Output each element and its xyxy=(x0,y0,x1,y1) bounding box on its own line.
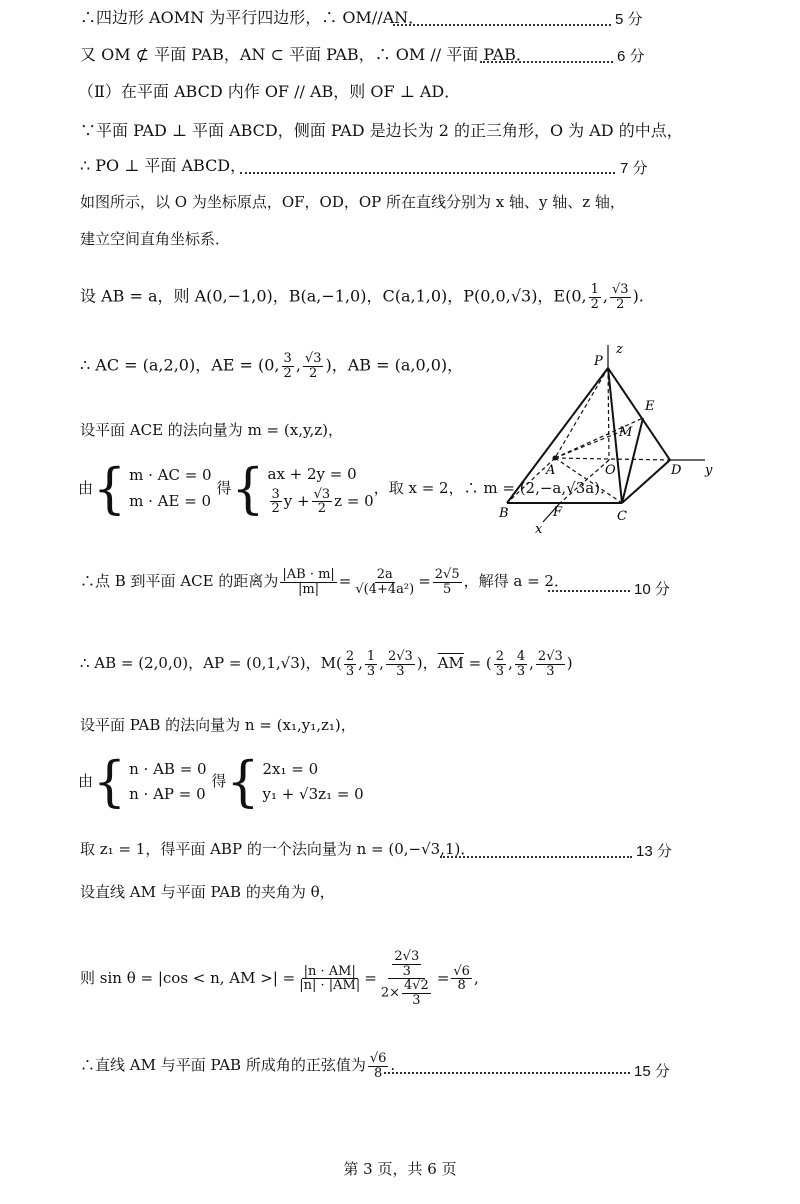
label-C: C xyxy=(617,509,627,524)
label-A: A xyxy=(546,463,556,478)
score-marker: 10 分 xyxy=(634,581,670,598)
fraction: $\frac{2a}{\text{√(4+4a²)}}$ xyxy=(355,567,415,597)
text-line xyxy=(78,82,460,101)
brace: { xyxy=(226,750,260,814)
score-marker: 6 分 xyxy=(617,48,645,65)
edge-AM xyxy=(555,430,625,458)
line-text: （Ⅱ）在平面 ABCD 内作 OF // AB，则 OF ⊥ AD． xyxy=(78,82,461,101)
text-line xyxy=(80,421,343,439)
text-line xyxy=(80,121,683,140)
fraction: $\frac{√6}{8}$ xyxy=(453,963,470,994)
dotted-leader xyxy=(240,172,615,174)
text-line xyxy=(80,8,424,27)
text-line: 设 AB = a，则 A(0,−1,0)，B(a,−1,0)，C(a,1,0)，P(0,0,√3)，E(0, $\frac{1}{2}$ , $\frac{√3}{2}$ ). xyxy=(80,282,644,312)
line-text: ∴ AC = (a,2,0)，AE = (0, xyxy=(80,355,280,375)
point-A xyxy=(553,456,558,461)
text-line xyxy=(80,716,356,734)
system-lines: ax + 2y = 0 $\frac{3}{2}$ y + $\frac{√3}{2}$ z = 0 xyxy=(267,465,374,517)
text-line xyxy=(80,883,335,901)
line-text: ∴点 B 到平面 ACE 的距离为 xyxy=(80,572,279,591)
label-P: P xyxy=(594,354,603,369)
fraction: $\frac{2√3}{3}$ 2× $\frac{4√2}{3}$ xyxy=(380,949,429,1008)
brace: { xyxy=(231,457,265,521)
edge-PD xyxy=(608,368,670,460)
label-y: y xyxy=(705,463,713,478)
text-line: ∴ AC = (a,2,0)，AE = (0, $\frac{3}{2}$ , $\frac{√3}{2}$ )，AB = (a,0,0)， xyxy=(80,351,464,381)
line-text: ∴ PO ⊥ 平面 ABCD， xyxy=(80,156,247,175)
pyramid-figure xyxy=(495,340,720,540)
score-marker: 7 分 xyxy=(620,160,648,177)
score-marker: 15 分 xyxy=(634,1063,670,1080)
text-line xyxy=(80,193,625,211)
score-marker: 5 分 xyxy=(615,11,643,28)
label-B: B xyxy=(499,506,509,521)
label-D: D xyxy=(671,463,682,478)
fraction: $\frac{|AB \cdot m|}{|m|}$ xyxy=(282,567,335,597)
dotted-leader xyxy=(440,856,632,858)
line-text: ∴ AB = (2,0,0)，AP = (0,1,√3)，M( xyxy=(80,654,342,673)
line-text: 设直线 AM 与平面 PAB 的夹角为 θ， xyxy=(80,883,335,901)
text-line: ∴直线 AM 与平面 PAB 所成角的正弦值为 $\frac{√6}{8}$ . xyxy=(80,1051,396,1081)
line-text: ∴直线 AM 与平面 PAB 所成角的正弦值为 xyxy=(80,1056,366,1075)
line-text: ∵平面 PAD ⊥ 平面 ABCD，侧面 PAD 是边长为 2 的正三角形，O 为 AD 的中点， xyxy=(80,121,683,140)
brace: { xyxy=(93,750,127,814)
text-line xyxy=(80,840,475,858)
label-z: z xyxy=(616,342,623,357)
score-marker: 13 分 xyxy=(636,843,672,860)
line-text: AB = (a,0,0)， xyxy=(347,355,464,375)
page-footer: 第 3 页，共 6 页 xyxy=(343,1160,457,1178)
equation-system: 由{ n · AB = 0 n · AP = 0 得{ 2x₁ = 0 y₁ + √3z₁ = 0 xyxy=(78,750,364,814)
line-text: 取 z₁ = 1，得平面 ABP 的一个法向量为 n = (0,−√3,1)． xyxy=(80,840,476,858)
text-line xyxy=(80,156,246,175)
system-lines: m · AC = 0 m · AE = 0 xyxy=(129,466,212,510)
fraction: $\frac{3}{2}$ xyxy=(283,351,292,381)
dotted-leader xyxy=(393,24,611,26)
line-text: ∴四边形 AOMN 为平行四边形，∴ OM//AN． xyxy=(80,8,425,27)
line-text: ，取 x = 2，∴ m = (2,−a,√3a)． xyxy=(373,478,616,497)
label-de: 得 xyxy=(216,478,232,497)
edge-CD xyxy=(622,460,670,503)
fraction: $\frac{1}{2}$ xyxy=(590,282,599,312)
dotted-leader xyxy=(384,1072,630,1074)
fraction: $\frac{2√5}{5}$ xyxy=(434,567,460,597)
label-x: x xyxy=(535,522,543,537)
line-text: 设平面 ACE 的法向量为 m = (x,y,z)， xyxy=(80,421,343,439)
fraction: $\frac{√3}{2}$ xyxy=(612,282,629,312)
label-M: M xyxy=(619,425,633,440)
line-text: 设 AB = a，则 A(0,−1,0)，B(a,−1,0)，C(a,1,0)，P(0,0,√3)，E(0, xyxy=(80,286,587,306)
fraction: $\frac{√6}{8}$ xyxy=(369,1051,387,1081)
dotted-leader xyxy=(548,590,630,592)
line-text: 又 OM ⊄ 平面 PAB，AN ⊂ 平面 PAB，∴ OM // 平面 PAB． xyxy=(80,45,532,64)
edge-AD xyxy=(555,458,670,460)
edge-PA xyxy=(555,368,608,458)
line-text: ，解得 a = 2． xyxy=(463,572,569,591)
fraction: $\frac{|n \cdot AM|}{|n| \cdot |AM|}$ xyxy=(299,963,361,994)
line-text: 则 sin θ = |cos < n, AM >| = xyxy=(80,968,296,987)
brace: { xyxy=(93,457,127,521)
text-line: ∴点 B 到平面 ACE 的距离为 $\frac{|AB \cdot m|}{|m|}$ = $\frac{2a}{\text{√(4+4a²)}}$ = $\frac{2√5}{5}$ ，解得 a = 2． xyxy=(80,567,569,597)
text-line xyxy=(80,45,532,64)
label-O: O xyxy=(605,463,616,478)
text-line: 则 sin θ = |cos < n, AM >| = $\frac{|n \cdot AM|}{|n| \cdot |AM|}$ = $\frac{2√3}{3}$ 2× $\frac{4√2}{3}$ = $\frac{√6}{8}$ , xyxy=(80,949,479,1008)
line-text: 设平面 PAB 的法向量为 n = (x₁,y₁,z₁)， xyxy=(80,716,356,734)
text-line: ∴ AB = (2,0,0)，AP = (0,1,√3)，M( $\frac{2}{3}$ , $\frac{1}{3}$ , $\frac{2√3}{3}$ )，$\overline{AM}$ = ( $\frac{2}{3}$ , $\frac{4}{3}$ , $\frac{2√3}{3}$ ) xyxy=(80,649,573,679)
label-E: E xyxy=(645,399,655,414)
label-you: 由 xyxy=(78,478,94,497)
label-F: F xyxy=(553,505,563,520)
line-text: 建立空间直角坐标系． xyxy=(80,230,231,248)
line-text: 如图所示，以 O 为坐标原点，OF，OD，OP 所在直线分别为 x 轴、y 轴、z 轴， xyxy=(80,193,625,211)
text-line xyxy=(80,230,230,248)
dotted-leader xyxy=(480,61,613,63)
fraction: $\frac{√3}{2}$ xyxy=(304,351,322,381)
